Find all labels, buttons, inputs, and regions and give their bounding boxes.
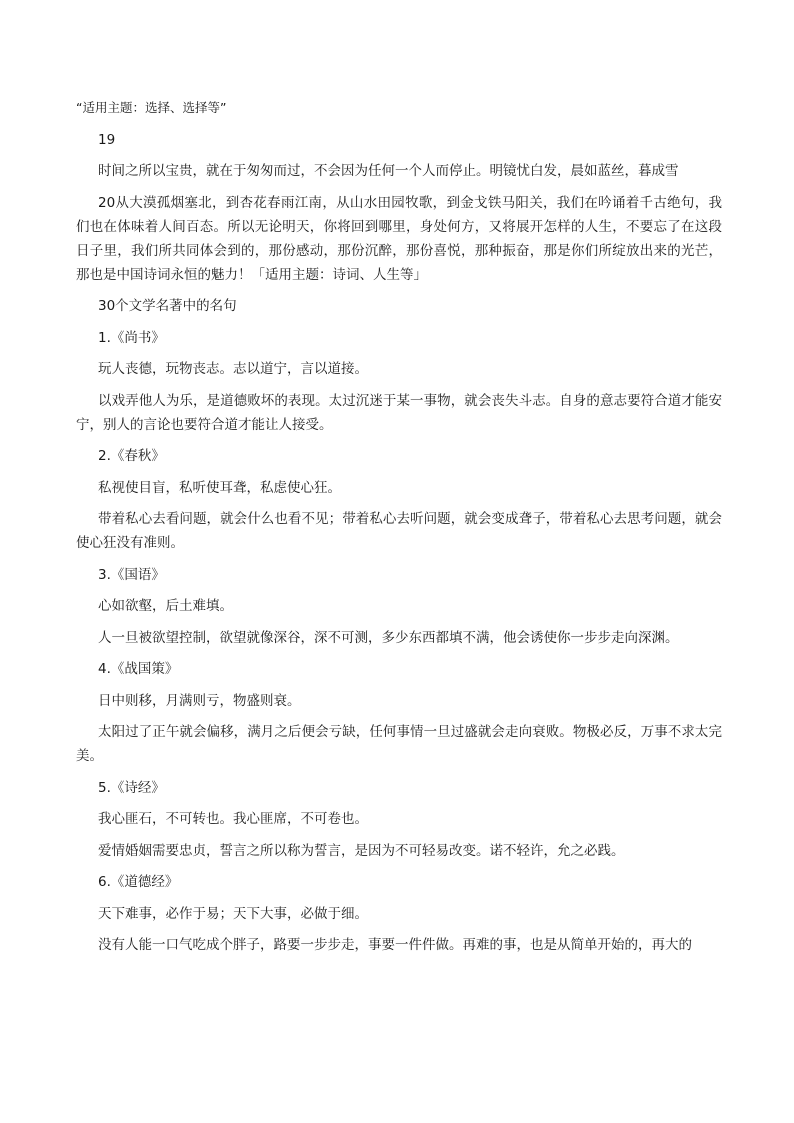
- document-page: [76, 96, 722, 965]
- paragraph: 20从大漠孤烟塞北，到杏花春雨江南，从山水田园牧歌，到金戈铁马阳关，我们在吟诵着千古绝句，我们也在体味着人间百态。所以无论明天，你将回到哪里，身处何方，又将展开怎样的人生，不要忘了在这段日子里，我们所共同体会到的，那份感动，那份沉醉，那份喜悦，那种振奋，那是你们所绽放出来的光芒，那也是中国诗词永恒的魅力！「适用主题：诗词、人生等」: [76, 194, 722, 283]
- section-heading: 30个文学名著中的名句: [98, 298, 237, 314]
- book-title: 2.《春秋》: [98, 448, 165, 464]
- quote: 心如欲壑，后土难填。: [98, 598, 233, 614]
- explanation: 以戏弄他人为乐，是道德败坏的表现。太过沉迷于某一事物，就会丧失斗志。自身的意志要符合道才能安宁，别人的言论也要符合道才能让人接受。: [76, 392, 722, 433]
- book-title: 4.《战国策》: [98, 661, 179, 677]
- quote: 天下难事，必作于易；天下大事，必做于细。: [98, 905, 368, 922]
- quote: 私视使目盲，私听使耳聋，私虑使心狂。: [98, 479, 341, 496]
- book-title: 5.《诗经》: [98, 779, 165, 796]
- book-title: 3.《国语》: [98, 566, 165, 583]
- paragraph: 时间之所以宝贵，就在于匆匆而过，不会因为任何一个人而停止。明镜忧白发，晨如蓝丝，暮成雪: [98, 163, 679, 179]
- paragraph-theme-note: “适用主题：选择、选择等”: [76, 100, 227, 115]
- quote: 我心匪石，不可转也。我心匪席，不可卷也。: [98, 811, 368, 827]
- paragraph-number-19: 19: [98, 131, 116, 148]
- quote: 日中则移，月满则亏，物盛则衰。: [98, 692, 301, 709]
- explanation: 爱情婚姻需要忠贞，誓言之所以称为誓言，是因为不可轻易改变。诺不轻许，允之必践。: [98, 842, 625, 859]
- explanation: 没有人能一口气吃成个胖子，路要一步步走，事要一件件做。再难的事，也是从简单开始的，再大的: [98, 937, 692, 953]
- book-title: 1.《尚书》: [98, 329, 165, 346]
- book-title: 6.《道德经》: [98, 874, 179, 890]
- explanation: 带着私心去看问题，就会什么也看不见；带着私心去听问题，就会变成聋子，带着私心去思考问题，就会使心狂没有准则。: [76, 511, 722, 551]
- explanation: 人一旦被欲望控制，欲望就像深谷，深不可测，多少东西都填不满，他会诱使你一步步走向深渊。: [98, 629, 679, 646]
- explanation: 太阳过了正午就会偏移，满月之后便会亏缺，任何事情一旦过盛就会走向衰败。物极必反，万事不求太完美。: [76, 724, 722, 764]
- quote: 玩人丧德，玩物丧志。志以道宁，言以道接。: [98, 361, 368, 377]
